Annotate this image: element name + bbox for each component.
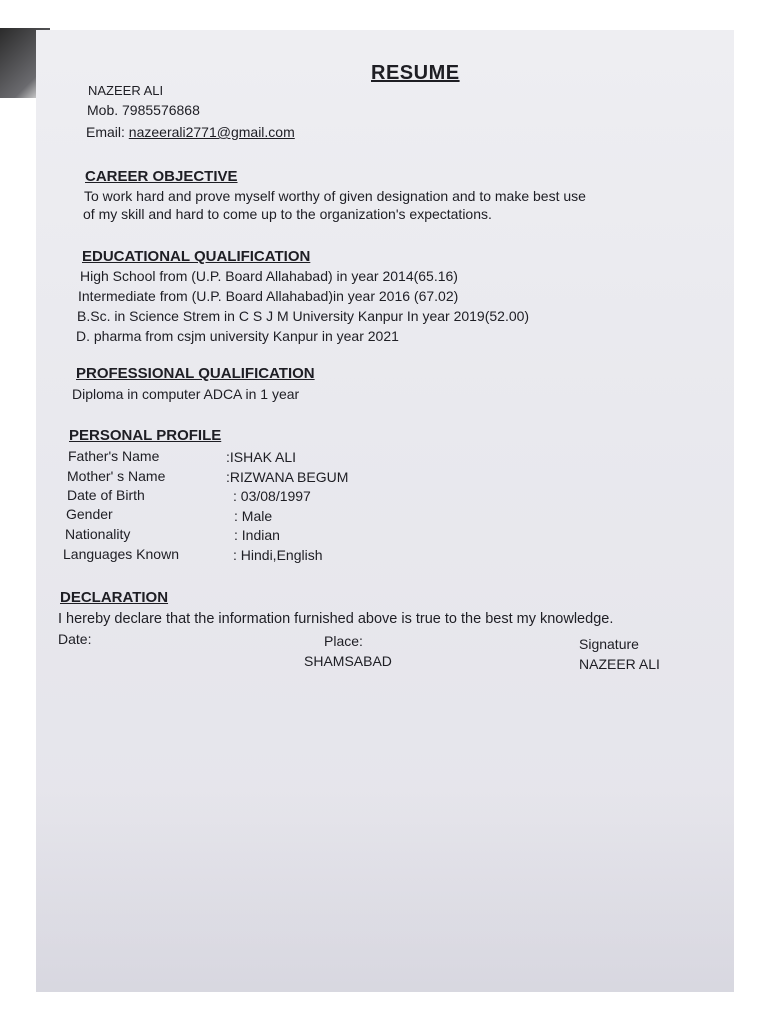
declaration-heading: DECLARATION: [60, 589, 169, 606]
career-objective-line-1: To work hard and prove myself worthy of given designation and to make best use: [84, 188, 586, 204]
profile-label-gender: Gender: [66, 506, 113, 522]
resume-title: RESUME: [371, 62, 460, 84]
profile-label-dob: Date of Birth: [67, 487, 145, 503]
education-item-2: Intermediate from (U.P. Board Allahabad)in year 2016 (67.02): [78, 288, 459, 304]
professional-heading: PROFESSIONAL QUALIFICATION: [76, 365, 315, 382]
profile-label-nationality: Nationality: [65, 526, 131, 542]
profile-label-languages: Languages Known: [63, 546, 179, 562]
career-objective-line-2: of my skill and hard to come up to the organization's expectations.: [83, 206, 492, 222]
email-link[interactable]: nazeerali2771@gmail.com: [128, 124, 295, 140]
profile-value-dob: : 03/08/1997: [233, 488, 311, 504]
profile-label-mother: Mother' s Name: [67, 468, 166, 484]
place-label: Place:: [324, 633, 363, 649]
education-item-3: B.Sc. in Science Strem in C S J M University Kanpur In year 2019(52.00): [77, 308, 530, 324]
signature-label: Signature: [579, 636, 639, 652]
declaration-text: I hereby declare that the information furnished above is true to the best my knowledge.: [58, 611, 614, 627]
email-label: Email:: [86, 124, 125, 140]
profile-value-nationality: : Indian: [234, 527, 280, 543]
email-line: [86, 124, 295, 141]
professional-item-1: Diploma in computer ADCA in 1 year: [72, 386, 300, 402]
education-item-4: D. pharma from csjm university Kanpur in year 2021: [76, 328, 399, 344]
profile-value-languages: : Hindi,English: [233, 547, 323, 563]
date-label: Date:: [58, 631, 92, 647]
career-objective-heading: CAREER OBJECTIVE: [85, 168, 238, 185]
education-heading: EDUCATIONAL QUALIFICATION: [82, 248, 311, 265]
education-item-1: High School from (U.P. Board Allahabad) in year 2014(65.16): [80, 268, 458, 284]
personal-profile-heading: PERSONAL PROFILE: [69, 427, 222, 444]
profile-value-gender: : Male: [234, 508, 273, 524]
candidate-name: NAZEER ALI: [88, 83, 164, 98]
resume-page: [36, 30, 734, 992]
signature-name: NAZEER ALI: [579, 656, 660, 672]
profile-label-father: Father's Name: [68, 448, 160, 464]
place-value: SHAMSABAD: [304, 653, 392, 669]
mobile-number: Mob. 7985576868: [87, 102, 200, 118]
profile-value-father: :ISHAK ALI: [226, 449, 297, 465]
profile-value-mother: :RIZWANA BEGUM: [226, 469, 349, 485]
